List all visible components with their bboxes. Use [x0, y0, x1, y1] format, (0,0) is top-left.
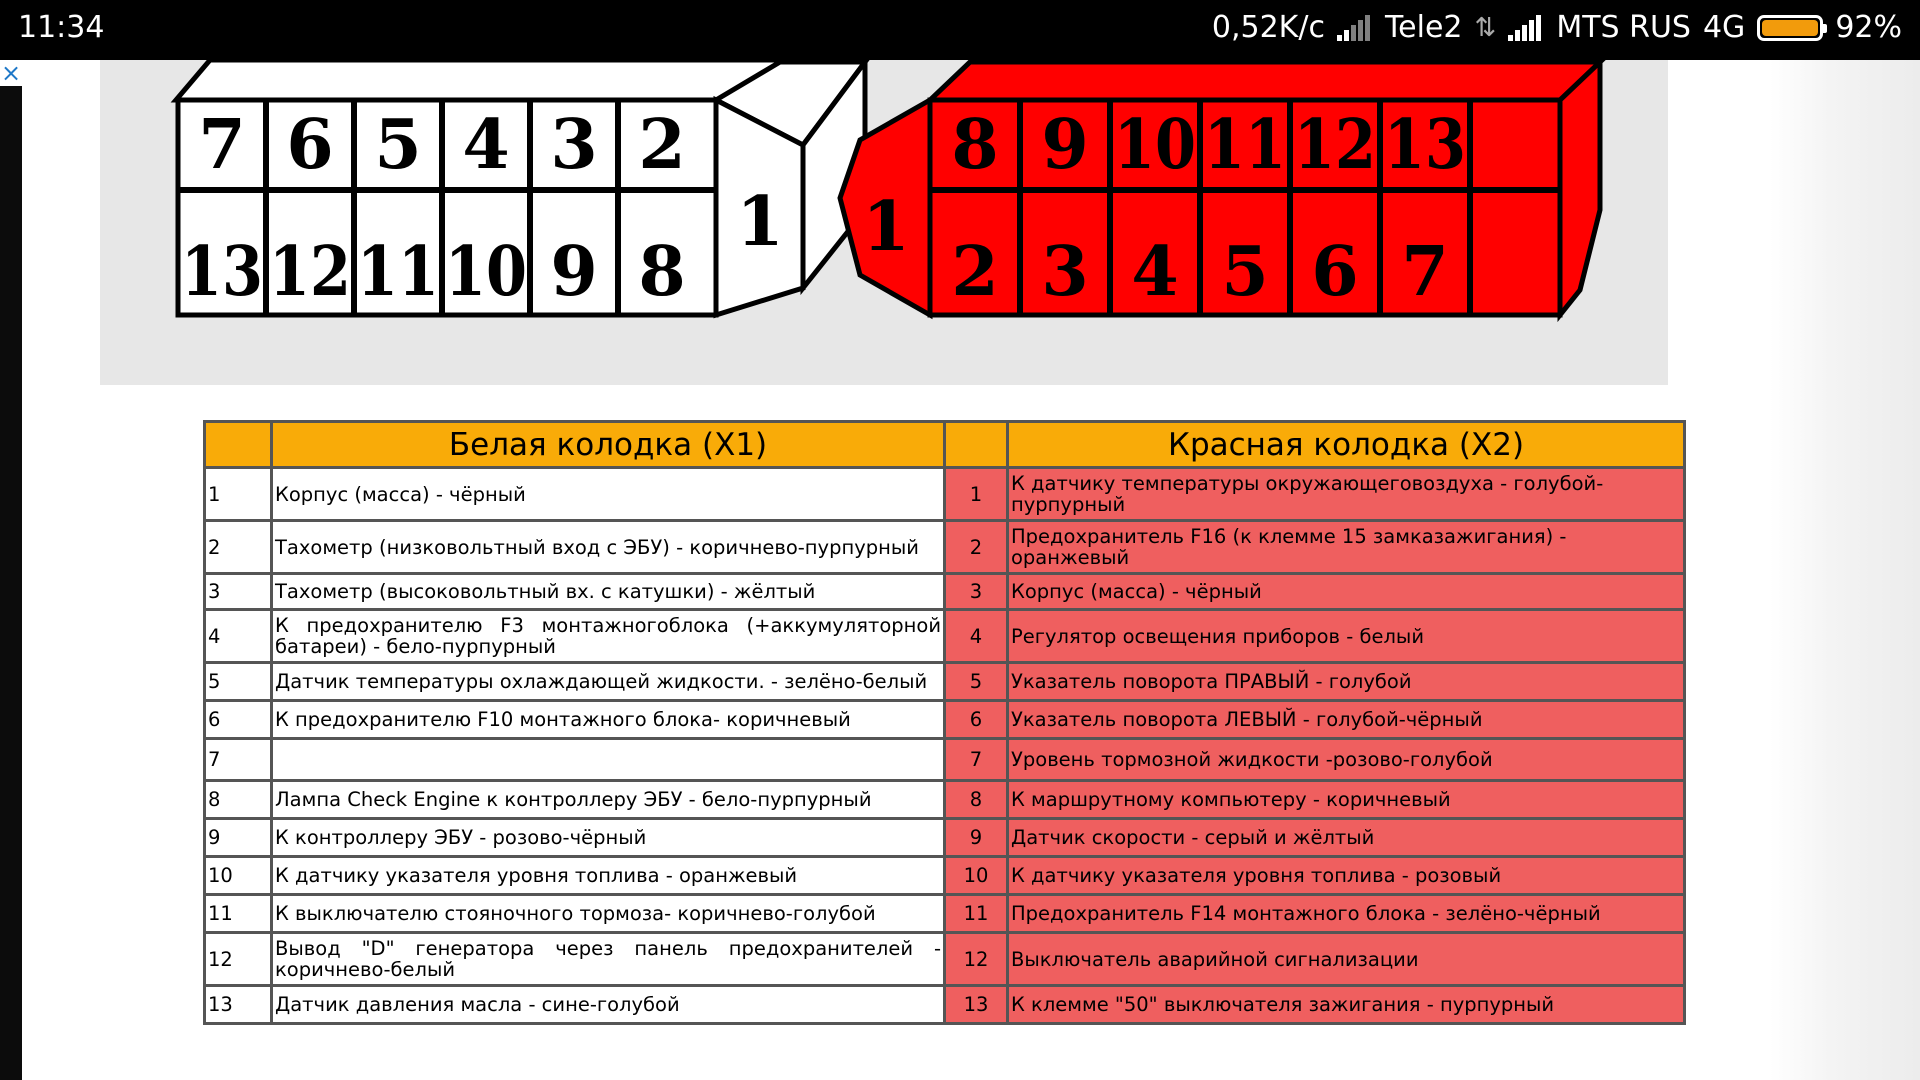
- signal-icon: [1337, 15, 1373, 41]
- pin-description-white: [272, 739, 945, 781]
- pin-description-red: Корпус (масса) - чёрный: [1008, 574, 1685, 610]
- white-pin-top-4: 3: [550, 105, 598, 185]
- status-bar: [0, 0, 1920, 60]
- table-row: [205, 701, 1685, 739]
- table-row: [205, 986, 1685, 1024]
- pin-description-white: Корпус (масса) - чёрный: [272, 468, 945, 521]
- white-pin-bottom-3: 10: [445, 232, 527, 312]
- header-blank-left: [205, 422, 272, 468]
- pin-description-red: К датчику указателя уровня топлива - розовый: [1008, 857, 1685, 895]
- pin-description-red: К клемме "50" выключателя зажигания - пурпурный: [1008, 986, 1685, 1024]
- pin-description-white: К выключателю стояночного тормоза- коричнево-голубой: [272, 895, 945, 933]
- pin-description-white: Тахометр (низковольтный вход с ЭБУ) - коричнево-пурпурный: [272, 521, 945, 574]
- pin-description-red: Уровень тормозной жидкости -розово-голубой: [1008, 739, 1685, 781]
- table-row: [205, 468, 1685, 521]
- pin-number-white: 2: [205, 521, 272, 574]
- pin-description-red: К маршрутному компьютеру - коричневый: [1008, 781, 1685, 819]
- white-pin-bottom-0: 13: [181, 232, 263, 312]
- pin-description-white: Лампа Check Engine к контроллеру ЭБУ - бело-пурпурный: [272, 781, 945, 819]
- pin-description-white: Тахометр (высоковольтный вх. с катушки) - жёлтый: [272, 574, 945, 610]
- network-speed: 0,52K/c: [1211, 10, 1325, 45]
- white-pin-bottom-2: 11: [357, 232, 439, 312]
- red-pin-bottom-0: 2: [951, 232, 999, 312]
- pin-number-red: 9: [945, 819, 1008, 857]
- pin-description-white: К предохранителю F3 монтажногоблока (+аккумуляторной батареи) - бело-пурпурный: [272, 610, 945, 663]
- pin-number-white: 6: [205, 701, 272, 739]
- pin-description-red: К датчику температуры окружающеговоздуха - голубой-пурпурный: [1008, 468, 1685, 521]
- red-pin-top-1: 9: [1041, 105, 1089, 185]
- table-row: [205, 521, 1685, 574]
- white-side-pin: 1: [736, 182, 784, 262]
- data-transfer-icon: ⇅: [1474, 12, 1497, 43]
- table-row: [205, 610, 1685, 663]
- status-time: 11:34: [18, 10, 105, 45]
- battery-percent: 92%: [1835, 10, 1902, 45]
- pin-description-white: К датчику указателя уровня топлива - оранжевый: [272, 857, 945, 895]
- header-blank-right: [945, 422, 1008, 468]
- network-type: 4G: [1702, 10, 1746, 45]
- table-row: [205, 781, 1685, 819]
- battery-icon: [1757, 15, 1823, 41]
- pin-number-white: 3: [205, 574, 272, 610]
- pin-description-red: Датчик скорости - серый и жёлтый: [1008, 819, 1685, 857]
- red-pin-top-2: 10: [1114, 105, 1196, 185]
- pin-number-white: 11: [205, 895, 272, 933]
- white-pin-top-2: 5: [374, 105, 422, 185]
- signal-icon-2: [1508, 15, 1544, 41]
- carrier-2: MTS RUS: [1556, 10, 1691, 45]
- pin-number-red: 3: [945, 574, 1008, 610]
- pin-description-white: Датчик температуры охлаждающей жидкости. - зелёно-белый: [272, 663, 945, 701]
- pin-number-white: 12: [205, 933, 272, 986]
- header-white-connector: Белая колодка (X1): [272, 422, 945, 468]
- pin-description-white: Датчик давления масла - сине-голубой: [272, 986, 945, 1024]
- pin-number-red: 13: [945, 986, 1008, 1024]
- white-connector: [176, 60, 865, 315]
- table-row: [205, 857, 1685, 895]
- white-pin-bottom-5: 8: [638, 232, 686, 312]
- pin-number-white: 8: [205, 781, 272, 819]
- pin-description-white: К контроллеру ЭБУ - розово-чёрный: [272, 819, 945, 857]
- table-row: [205, 895, 1685, 933]
- pin-number-white: 9: [205, 819, 272, 857]
- red-pin-bottom-3: 5: [1221, 232, 1269, 312]
- table-row: [205, 663, 1685, 701]
- red-pin-bottom-4: 6: [1311, 232, 1359, 312]
- table-header-row: [205, 422, 1685, 468]
- table-row: [205, 739, 1685, 781]
- pin-number-red: 12: [945, 933, 1008, 986]
- white-pin-bottom-4: 9: [550, 232, 598, 312]
- pin-description-red: Указатель поворота ЛЕВЫЙ - голубой-чёрный: [1008, 701, 1685, 739]
- pin-number-red: 8: [945, 781, 1008, 819]
- pin-description-red: Предохранитель F16 (к клемме 15 замказажигания) - оранжевый: [1008, 521, 1685, 574]
- carrier-1: Tele2: [1384, 10, 1463, 45]
- red-pin-top-3: 11: [1204, 105, 1286, 185]
- white-pin-top-5: 2: [638, 105, 686, 185]
- red-pin-bottom-5: 7: [1401, 232, 1449, 312]
- white-pin-top-0: 7: [198, 105, 246, 185]
- pin-number-white: 4: [205, 610, 272, 663]
- table-row: [205, 819, 1685, 857]
- connector-diagram: [100, 60, 1668, 385]
- pin-description-red: Регулятор освещения приборов - белый: [1008, 610, 1685, 663]
- pin-number-white: 10: [205, 857, 272, 895]
- pinout-table: [203, 420, 1686, 1025]
- pin-number-red: 4: [945, 610, 1008, 663]
- pin-description-red: Указатель поворота ПРАВЫЙ - голубой: [1008, 663, 1685, 701]
- pin-number-white: 13: [205, 986, 272, 1024]
- red-pin-top-5: 13: [1384, 105, 1466, 185]
- header-red-connector: Красная колодка (X2): [1008, 422, 1685, 468]
- white-pin-bottom-1: 12: [269, 232, 351, 312]
- pin-number-white: 7: [205, 739, 272, 781]
- red-connector: [840, 62, 1600, 315]
- pin-description-red: Выключатель аварийной сигнализации: [1008, 933, 1685, 986]
- pin-number-red: 11: [945, 895, 1008, 933]
- red-side-pin: 1: [862, 187, 910, 267]
- pin-number-red: 10: [945, 857, 1008, 895]
- pin-number-white: 5: [205, 663, 272, 701]
- table-row: [205, 933, 1685, 986]
- left-edge-strip: [0, 60, 22, 1080]
- pin-number-red: 5: [945, 663, 1008, 701]
- pin-description-white: Вывод "D" генератора через панель предохранителей - коричнево-белый: [272, 933, 945, 986]
- pin-number-red: 1: [945, 468, 1008, 521]
- pin-number-red: 2: [945, 521, 1008, 574]
- red-pin-top-4: 12: [1294, 105, 1376, 185]
- background-page-edge: [1770, 60, 1920, 1080]
- pin-number-red: 6: [945, 701, 1008, 739]
- red-pin-top-0: 8: [951, 105, 999, 185]
- red-pin-bottom-2: 4: [1131, 232, 1179, 312]
- red-pin-bottom-1: 3: [1041, 232, 1089, 312]
- white-pin-top-3: 4: [462, 105, 510, 185]
- connector-svg: [100, 60, 1668, 385]
- close-icon[interactable]: ×: [0, 59, 22, 87]
- pin-description-red: Предохранитель F14 монтажного блока - зелёно-чёрный: [1008, 895, 1685, 933]
- white-pin-top-1: 6: [286, 105, 334, 185]
- pin-description-white: К предохранителю F10 монтажного блока- коричневый: [272, 701, 945, 739]
- status-right: [1212, 10, 1902, 45]
- pin-number-red: 7: [945, 739, 1008, 781]
- pin-number-white: 1: [205, 468, 272, 521]
- table-row: [205, 574, 1685, 610]
